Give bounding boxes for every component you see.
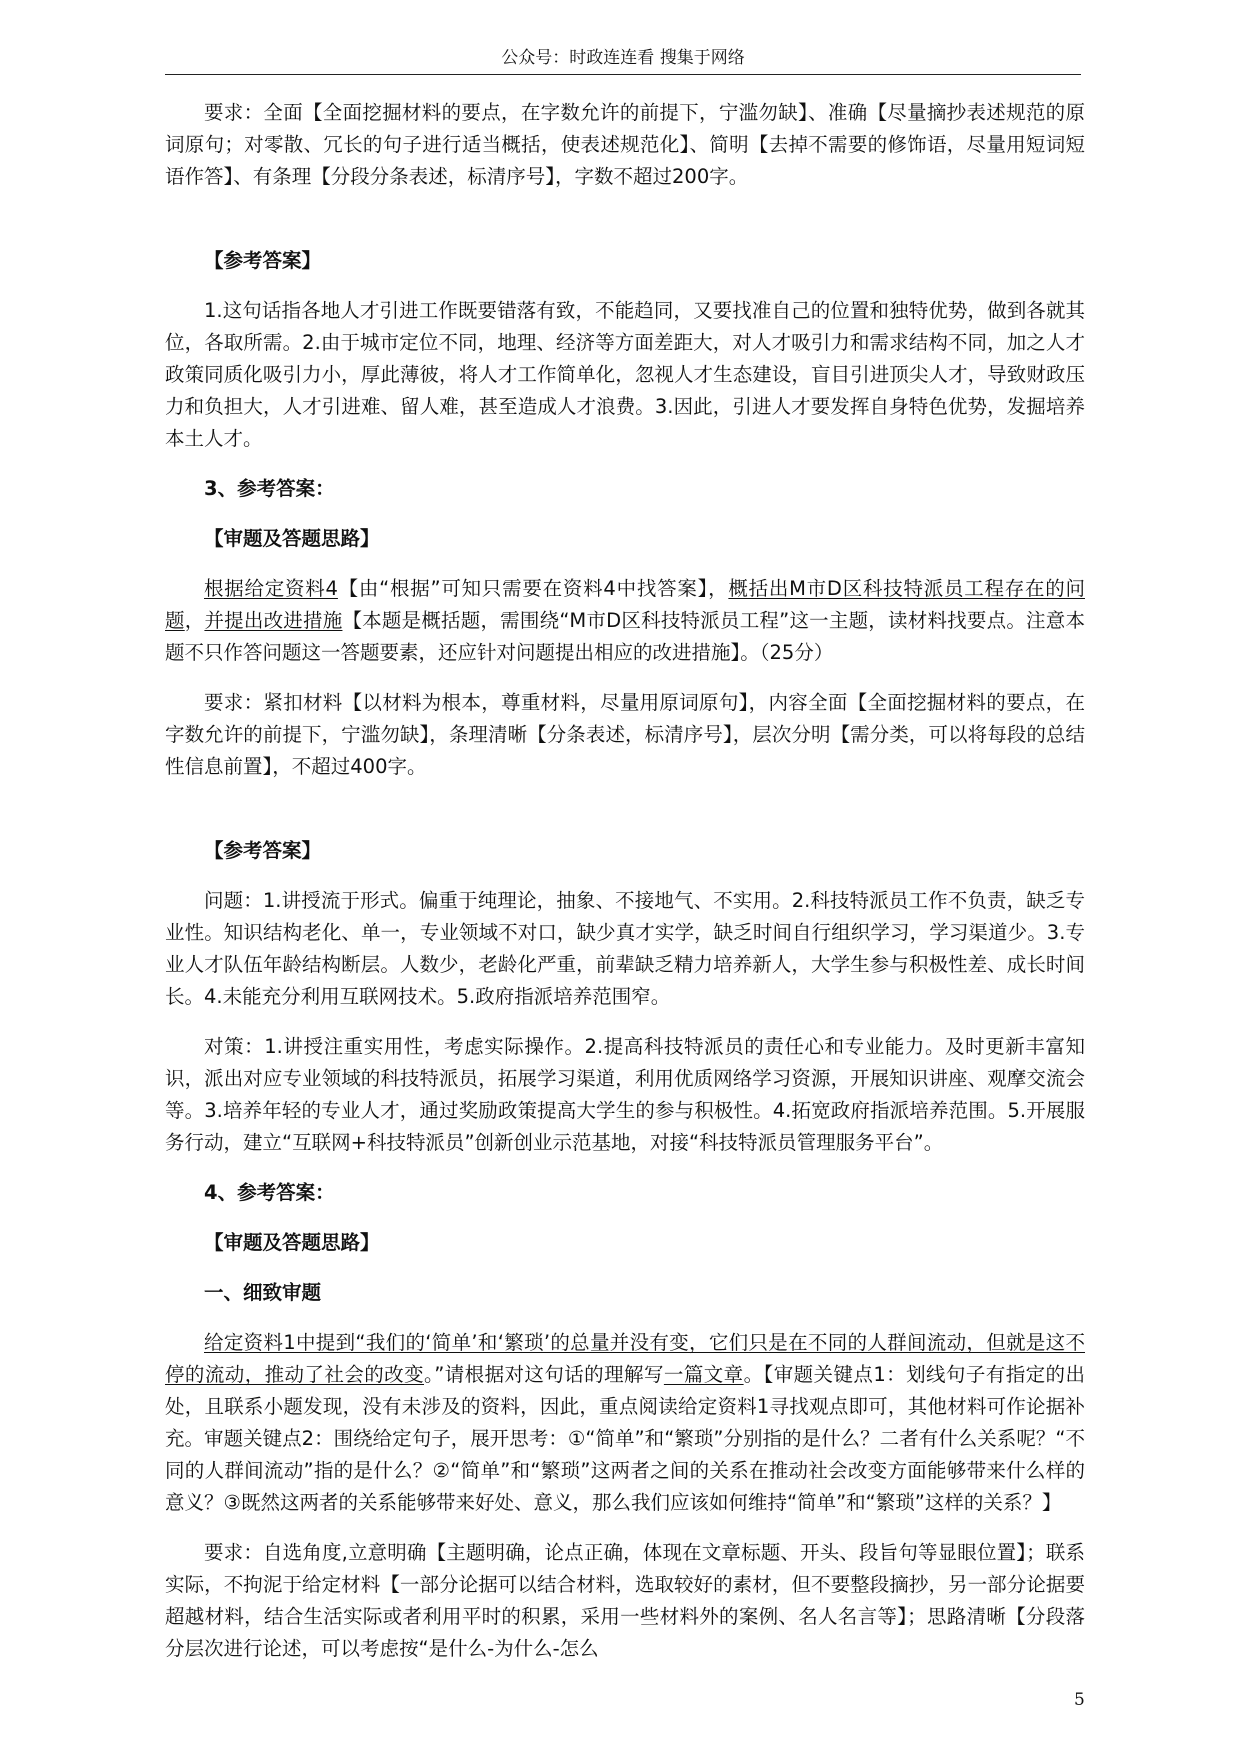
underlined-text: 并提出改进措施 xyxy=(204,609,343,632)
page-header: 公众号：时政连连看 搜集于网络 xyxy=(165,46,1081,75)
reference-answer-heading: 【参考答案】 xyxy=(204,249,322,272)
page-number: 5 xyxy=(1074,1690,1085,1710)
problems-paragraph: 问题：1.讲授流于形式。偏重于纯理论，抽象、不接地气、不实用。2.科技特派员工作不负责，缺乏专业性。知识结构老化、单一，专业领域不对口，缺少真才实学，缺乏时间自行组织学习，学习渠道少。3.专业人才队伍年龄结构断层。人数少，老龄化严重，前辈缺乏精力培养新人，大学生参与积极性差、成长时间长。4.未能充分利用互联网技术。5.政府指派培养范围窄。 xyxy=(165,889,1085,1008)
measures-paragraph: 对策：1.讲授注重实用性，考虑实际操作。2.提高科技特派员的责任心和专业能力。及时更新丰富知识，派出对应专业领域的科技特派员，拓展学习渠道，利用优质网络学习资源，开展知识讲座、观摩交流会等。3.培养年轻的专业人才，通过奖励政策提高大学生的参与积极性。4.拓宽政府指派培养范围。5.开展服务行动，建立“互联网+科技特派员”创新创业示范基地，对接“科技特派员管理服务平台”。 xyxy=(165,1035,1085,1154)
question-3-paragraph xyxy=(165,573,1085,669)
analysis-heading: 【审题及答题思路】 xyxy=(204,1231,380,1254)
annotation-text: ， xyxy=(184,609,205,632)
reference-answer-heading: 【参考答案】 xyxy=(204,839,322,862)
underlined-text: 概括出M市D区科技特派员工程存在的问题 xyxy=(165,577,1085,632)
underlined-text: 一篇文章 xyxy=(663,1363,744,1386)
requirement-paragraph: 要求：紧扣材料【以材料为根本，尊重材料，尽量用原词原句】，内容全面【全面挖掘材料的要点，在字数允许的前提下，宁滥勿缺】，条理清晰【分条表述，标清序号】，层次分明【需分类，可以将每段的总结性信息前置】，不超过400字。 xyxy=(165,691,1085,778)
annotation-text: 。”请根据对这句话的理解写 xyxy=(424,1363,664,1386)
underlined-text: 根据给定资料4 xyxy=(204,577,338,600)
step-heading: 一、细致审题 xyxy=(204,1281,322,1304)
analysis-heading: 【审题及答题思路】 xyxy=(204,527,380,550)
requirement-paragraph: 要求：自选角度,立意明确【主题明确，论点正确，体现在文章标题、开头、段旨句等显眼位置】；联系实际，不拘泥于给定材料【一部分论据可以结合材料，选取较好的素材，但不要整段摘抄，另一部分论据要超越材料，结合生活实际或者利用平时的积累，采用一些材料外的案例、名人名言等】；思路清晰【分段落分层次进行论述，可以考虑按“是什么-为什么-怎么 xyxy=(165,1541,1085,1660)
document-body xyxy=(165,97,1085,1665)
annotation-text: 【由“根据”可知只需要在资料4中找答案】， xyxy=(337,577,729,600)
section-3-heading: 3、参考答案： xyxy=(204,477,335,500)
answer-paragraph: 1.这句话指各地人才引进工作既要错落有致，不能趋同，又要找准自己的位置和独特优势，做到各就其位，各取所需。2.由于城市定位不同，地理、经济等方面差距大，对人才吸引力和需求结构不同，加之人才政策同质化吸引力小，厚此薄彼，将人才工作简单化，忽视人才生态建设，盲目引进顶尖人才，导致财政压力和负担大，人才引进难、留人难，甚至造成人才浪费。3.因此，引进人才要发挥自身特色优势，发掘培养本土人才。 xyxy=(165,299,1085,450)
annotation-text: 。【审题关键点1：划线句子有指定的出处，且联系小题发现，没有未涉及的资料，因此，重点阅读给定资料1寻找观点即可，其他材料可作论据补充。审题关键点2：围绕给定句子，展开思考：①“简单”和“繁琐”分别指的是什么？二者有什么关系呢？“不同的人群间流动”指的是什么？②“简单”和“繁琐”这两者之间的关系在推动社会改变方面能够带来什么样的意义？③既然这两者的关系能够带来好处、意义，那么我们应该如何维持“简单”和“繁琐”这样的关系？】 xyxy=(165,1363,1085,1514)
section-4-heading: 4、参考答案： xyxy=(204,1181,335,1204)
question-4-paragraph xyxy=(165,1327,1085,1519)
requirement-paragraph: 要求：全面【全面挖掘材料的要点，在字数允许的前提下，宁滥勿缺】、准确【尽量摘抄表述规范的原词原句；对零散、冗长的句子进行适当概括，使表述规范化】、简明【去掉不需要的修饰语，尽量用短词短语作答】、有条理【分段分条表述，标清序号】，字数不超过200字。 xyxy=(165,101,1085,188)
underlined-text: 给定资料1中提到“我们的‘简单’和‘繁琐’的总量并没有变，它们只是在不同的人群间流动，但就是这不停的流动，推动了社会的改变 xyxy=(165,1331,1085,1386)
annotation-text: 【本题是概括题，需围绕“M市D区科技特派员工程”这一主题，读材料找要点。注意本题不只作答问题这一答题要素，还应针对问题提出相应的改进措施】。（25分） xyxy=(165,609,1085,664)
